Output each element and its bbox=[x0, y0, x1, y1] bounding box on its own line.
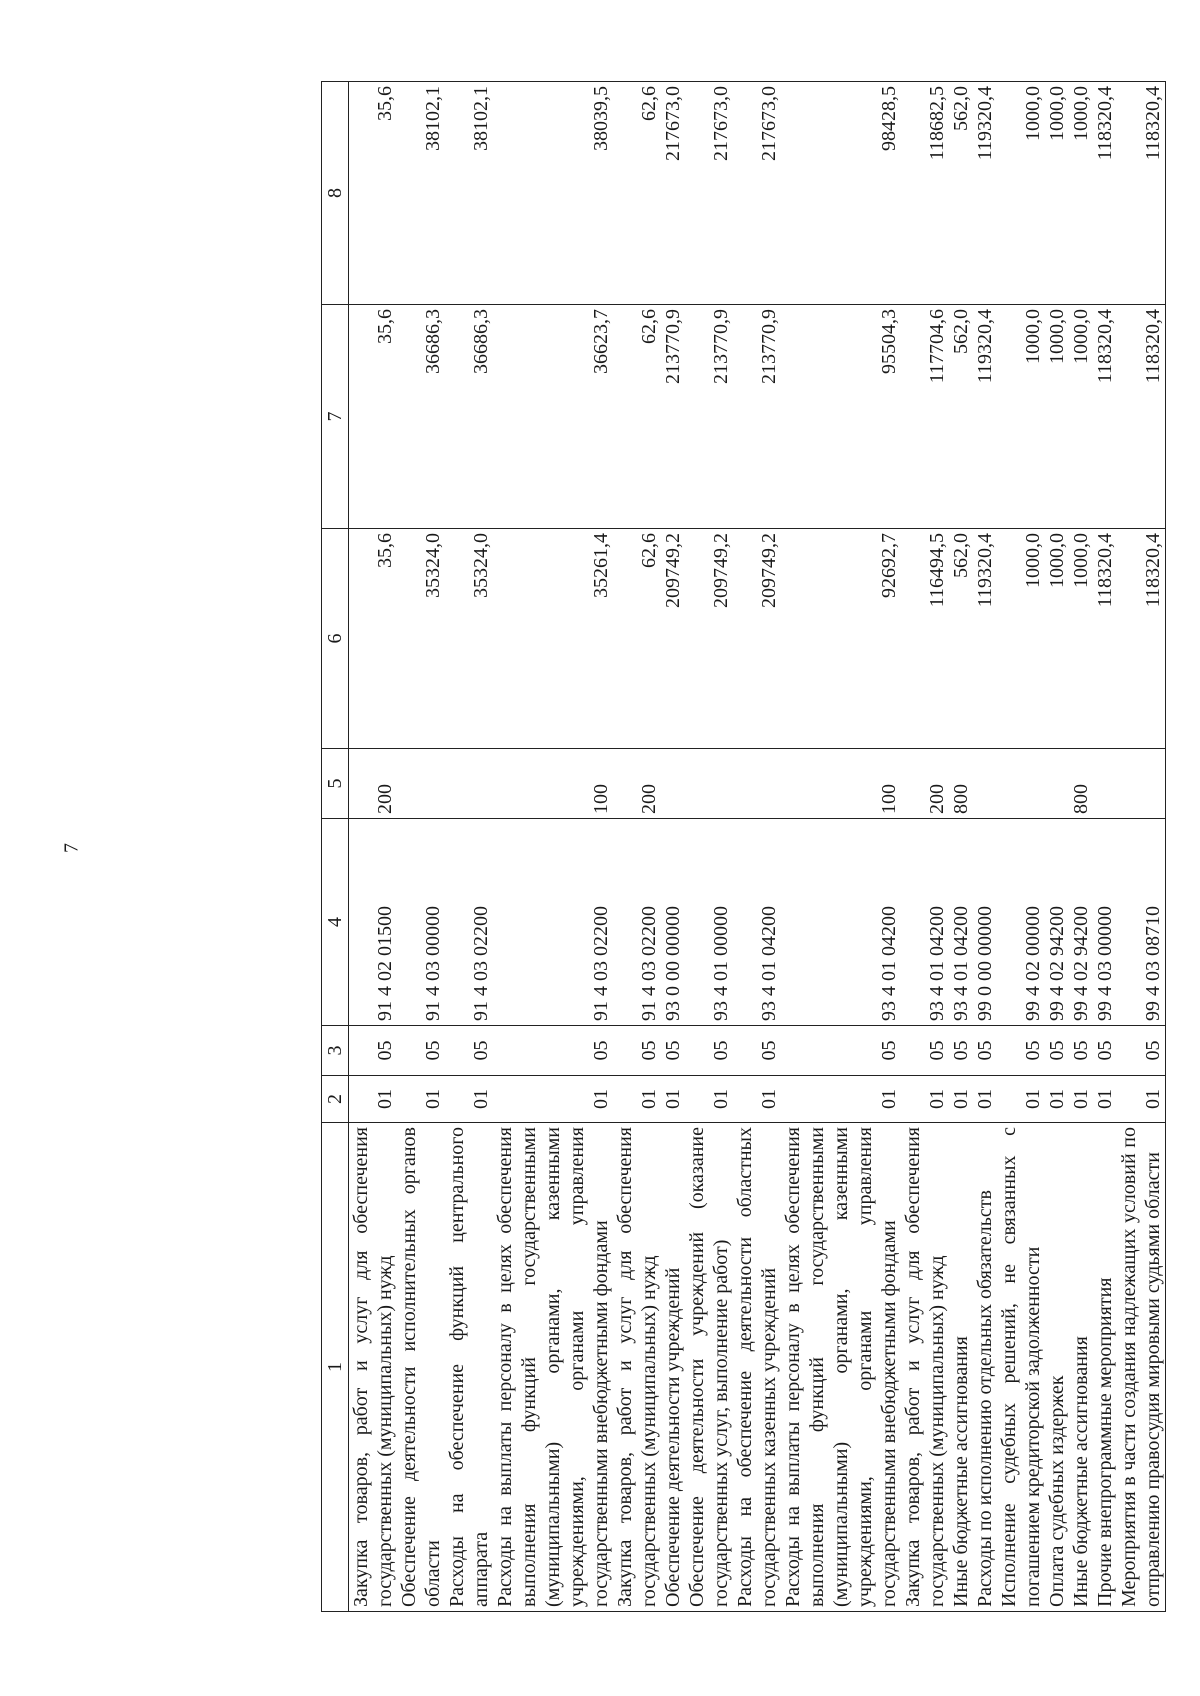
subsection-code: 05 bbox=[397, 1026, 445, 1076]
amount-col-7: 213770,9 bbox=[661, 305, 685, 529]
amount-col-7: 562,0 bbox=[949, 305, 973, 529]
amount-col-7: 1000,0 bbox=[1045, 305, 1069, 529]
table-row bbox=[493, 82, 613, 1612]
section-code: 01 bbox=[997, 1076, 1045, 1123]
target-article-code: 93 4 01 04200 bbox=[781, 819, 901, 1026]
subsection-code: 05 bbox=[613, 1026, 661, 1076]
target-article-code: 93 0 00 00000 bbox=[661, 819, 685, 1026]
target-article-code: 99 4 03 08710 bbox=[1117, 819, 1166, 1026]
target-article-code: 91 4 03 02200 bbox=[445, 819, 493, 1026]
section-code: 01 bbox=[397, 1076, 445, 1123]
amount-col-8: 98428,5 bbox=[781, 82, 901, 305]
section-code: 01 bbox=[733, 1076, 781, 1123]
expense-type-code: 800 bbox=[949, 749, 973, 819]
target-article-code: 91 4 02 01500 bbox=[349, 819, 398, 1026]
header-col-1: 1 bbox=[322, 1123, 349, 1612]
expense-name: Мероприятия в части создания надлежащих условий по отправлению правосудия мировыми судьями области bbox=[1117, 1123, 1166, 1612]
subsection-code: 05 bbox=[661, 1026, 685, 1076]
amount-col-7: 62,6 bbox=[613, 305, 661, 529]
section-code: 01 bbox=[901, 1076, 949, 1123]
expense-name: Расходы на выплаты персоналу в целях обеспечения выполнения функций государственными (муниципальными) органами, казенными учреждениями, органами управления государственными внебюджетными фондами bbox=[493, 1123, 613, 1612]
expense-type-code: 200 bbox=[349, 749, 398, 819]
target-article-code: 93 4 01 04200 bbox=[901, 819, 949, 1026]
amount-col-7: 36623,7 bbox=[493, 305, 613, 529]
amount-col-8: 62,6 bbox=[613, 82, 661, 305]
section-code: 01 bbox=[1117, 1076, 1166, 1123]
target-article-code: 99 4 02 94200 bbox=[1069, 819, 1093, 1026]
section-code: 01 bbox=[685, 1076, 733, 1123]
amount-col-6: 1000,0 bbox=[1045, 529, 1069, 749]
expense-name: Обеспечение деятельности учреждений bbox=[661, 1123, 685, 1612]
target-article-code: 99 4 02 94200 bbox=[1045, 819, 1069, 1026]
amount-col-7: 35,6 bbox=[349, 305, 398, 529]
section-code: 01 bbox=[781, 1076, 901, 1123]
expense-type-code bbox=[445, 749, 493, 819]
section-code: 01 bbox=[1045, 1076, 1069, 1123]
subsection-code: 05 bbox=[997, 1026, 1045, 1076]
amount-col-6: 35324,0 bbox=[445, 529, 493, 749]
expense-name: Прочие внепрограммные мероприятия bbox=[1093, 1123, 1117, 1612]
expense-name: Обеспечение деятельности исполнительных органов области bbox=[397, 1123, 445, 1612]
amount-col-7: 213770,9 bbox=[733, 305, 781, 529]
table-row bbox=[949, 82, 973, 1612]
table-row bbox=[1117, 82, 1166, 1612]
expense-type-code: 100 bbox=[493, 749, 613, 819]
amount-col-6: 562,0 bbox=[949, 529, 973, 749]
amount-col-6: 35324,0 bbox=[397, 529, 445, 749]
header-row bbox=[322, 82, 349, 1612]
table-row bbox=[397, 82, 445, 1612]
amount-col-7: 117704,6 bbox=[901, 305, 949, 529]
page-number: 7 bbox=[60, 843, 83, 853]
table-row bbox=[445, 82, 493, 1612]
target-article-code: 99 4 03 00000 bbox=[1093, 819, 1117, 1026]
amount-col-6: 92692,7 bbox=[781, 529, 901, 749]
subsection-code: 05 bbox=[1117, 1026, 1166, 1076]
section-code: 01 bbox=[493, 1076, 613, 1123]
expense-type-code bbox=[997, 749, 1045, 819]
target-article-code: 99 0 00 00000 bbox=[973, 819, 997, 1026]
target-article-code: 91 4 03 00000 bbox=[397, 819, 445, 1026]
expense-type-code: 800 bbox=[1069, 749, 1093, 819]
header-col-7: 7 bbox=[322, 305, 349, 529]
amount-col-6: 209749,2 bbox=[733, 529, 781, 749]
table-row bbox=[685, 82, 733, 1612]
amount-col-6: 209749,2 bbox=[661, 529, 685, 749]
amount-col-7: 213770,9 bbox=[685, 305, 733, 529]
amount-col-8: 1000,0 bbox=[997, 82, 1045, 305]
amount-col-8: 119320,4 bbox=[973, 82, 997, 305]
subsection-code: 05 bbox=[1045, 1026, 1069, 1076]
target-article-code: 99 4 02 00000 bbox=[997, 819, 1045, 1026]
subsection-code: 05 bbox=[1069, 1026, 1093, 1076]
expense-name: Иные бюджетные ассигнования bbox=[949, 1123, 973, 1612]
amount-col-8: 118320,4 bbox=[1093, 82, 1117, 305]
amount-col-6: 118320,4 bbox=[1093, 529, 1117, 749]
table-row bbox=[349, 82, 398, 1612]
amount-col-6: 62,6 bbox=[613, 529, 661, 749]
expense-name: Расходы по исполнению отдельных обязательств bbox=[973, 1123, 997, 1612]
subsection-code: 05 bbox=[349, 1026, 398, 1076]
budget-table bbox=[321, 81, 1166, 1612]
section-code: 01 bbox=[445, 1076, 493, 1123]
amount-col-7: 36686,3 bbox=[445, 305, 493, 529]
amount-col-8: 1000,0 bbox=[1045, 82, 1069, 305]
amount-col-8: 118682,5 bbox=[901, 82, 949, 305]
table-row bbox=[997, 82, 1045, 1612]
expense-name: Обеспечение деятельности учреждений (оказание государственных услуг, выполнение работ) bbox=[685, 1123, 733, 1612]
amount-col-8: 118320,4 bbox=[1117, 82, 1166, 305]
amount-col-6: 209749,2 bbox=[685, 529, 733, 749]
amount-col-7: 1000,0 bbox=[1069, 305, 1093, 529]
rotated-page bbox=[297, 52, 1200, 1642]
section-code: 01 bbox=[973, 1076, 997, 1123]
subsection-code: 05 bbox=[685, 1026, 733, 1076]
subsection-code: 05 bbox=[949, 1026, 973, 1076]
amount-col-7: 119320,4 bbox=[973, 305, 997, 529]
amount-col-8: 1000,0 bbox=[1069, 82, 1093, 305]
amount-col-8: 562,0 bbox=[949, 82, 973, 305]
expense-name: Расходы на обеспечение функций центрального аппарата bbox=[445, 1123, 493, 1612]
expense-type-code: 200 bbox=[901, 749, 949, 819]
table-row bbox=[613, 82, 661, 1612]
subsection-code: 05 bbox=[733, 1026, 781, 1076]
target-article-code: 93 4 01 00000 bbox=[685, 819, 733, 1026]
table-body bbox=[349, 82, 1166, 1612]
expense-name: Расходы на выплаты персоналу в целях обеспечения выполнения функций государственными (муниципальными) органами, казенными учреждениями, органами управления государственными внебюджетными фондами bbox=[781, 1123, 901, 1612]
amount-col-7: 118320,4 bbox=[1117, 305, 1166, 529]
table-row bbox=[733, 82, 781, 1612]
subsection-code: 05 bbox=[781, 1026, 901, 1076]
section-code: 01 bbox=[613, 1076, 661, 1123]
header-col-3: 3 bbox=[322, 1026, 349, 1076]
expense-type-code bbox=[1117, 749, 1166, 819]
amount-col-8: 217673,0 bbox=[685, 82, 733, 305]
table-row bbox=[1093, 82, 1117, 1612]
amount-col-6: 35,6 bbox=[349, 529, 398, 749]
subsection-code: 05 bbox=[1093, 1026, 1117, 1076]
section-code: 01 bbox=[1069, 1076, 1093, 1123]
table-row bbox=[1069, 82, 1093, 1612]
expense-type-code bbox=[661, 749, 685, 819]
subsection-code: 05 bbox=[445, 1026, 493, 1076]
expense-type-code: 200 bbox=[613, 749, 661, 819]
table-row bbox=[661, 82, 685, 1612]
table-row bbox=[781, 82, 901, 1612]
amount-col-8: 38102,1 bbox=[397, 82, 445, 305]
section-code: 01 bbox=[1093, 1076, 1117, 1123]
expense-type-code bbox=[973, 749, 997, 819]
section-code: 01 bbox=[349, 1076, 398, 1123]
expense-type-code bbox=[1093, 749, 1117, 819]
target-article-code: 91 4 03 02200 bbox=[613, 819, 661, 1026]
expense-type-code bbox=[397, 749, 445, 819]
expense-type-code bbox=[685, 749, 733, 819]
table-row bbox=[973, 82, 997, 1612]
amount-col-7: 118320,4 bbox=[1093, 305, 1117, 529]
expense-name: Оплата судебных издержек bbox=[1045, 1123, 1069, 1612]
section-code: 01 bbox=[949, 1076, 973, 1123]
header-col-8: 8 bbox=[322, 82, 349, 305]
amount-col-8: 217673,0 bbox=[733, 82, 781, 305]
target-article-code: 93 4 01 04200 bbox=[949, 819, 973, 1026]
header-col-5: 5 bbox=[322, 749, 349, 819]
amount-col-7: 95504,3 bbox=[781, 305, 901, 529]
amount-col-8: 217673,0 bbox=[661, 82, 685, 305]
subsection-code: 05 bbox=[901, 1026, 949, 1076]
header-col-2: 2 bbox=[322, 1076, 349, 1123]
target-article-code: 93 4 01 04200 bbox=[733, 819, 781, 1026]
amount-col-6: 118320,4 bbox=[1117, 529, 1166, 749]
expense-name: Закупка товаров, работ и услуг для обеспечения государственных (муниципальных) нужд bbox=[349, 1123, 398, 1612]
expense-name: Расходы на обеспечение деятельности областных государственных казенных учреждений bbox=[733, 1123, 781, 1612]
expense-type-code bbox=[733, 749, 781, 819]
subsection-code: 05 bbox=[493, 1026, 613, 1076]
expense-name: Закупка товаров, работ и услуг для обеспечения государственных (муниципальных) нужд bbox=[613, 1123, 661, 1612]
table-row bbox=[1045, 82, 1069, 1612]
amount-col-6: 116494,5 bbox=[901, 529, 949, 749]
amount-col-6: 1000,0 bbox=[997, 529, 1045, 749]
header-col-4: 4 bbox=[322, 819, 349, 1026]
header-col-6: 6 bbox=[322, 529, 349, 749]
amount-col-6: 35261,4 bbox=[493, 529, 613, 749]
table-row bbox=[901, 82, 949, 1612]
amount-col-7: 36686,3 bbox=[397, 305, 445, 529]
amount-col-7: 1000,0 bbox=[997, 305, 1045, 529]
amount-col-8: 35,6 bbox=[349, 82, 398, 305]
amount-col-6: 119320,4 bbox=[973, 529, 997, 749]
table-header bbox=[322, 82, 349, 1612]
expense-type-code bbox=[1045, 749, 1069, 819]
expense-type-code: 100 bbox=[781, 749, 901, 819]
expense-name: Исполнение судебных решений, не связанных с погашением кредиторской задолженности bbox=[997, 1123, 1045, 1612]
subsection-code: 05 bbox=[973, 1026, 997, 1076]
section-code: 01 bbox=[661, 1076, 685, 1123]
expense-name: Закупка товаров, работ и услуг для обеспечения государственных (муниципальных) нужд bbox=[901, 1123, 949, 1612]
expense-name: Иные бюджетные ассигнования bbox=[1069, 1123, 1093, 1612]
amount-col-8: 38102,1 bbox=[445, 82, 493, 305]
target-article-code: 91 4 03 02200 bbox=[493, 819, 613, 1026]
amount-col-8: 38039,5 bbox=[493, 82, 613, 305]
amount-col-6: 1000,0 bbox=[1069, 529, 1093, 749]
